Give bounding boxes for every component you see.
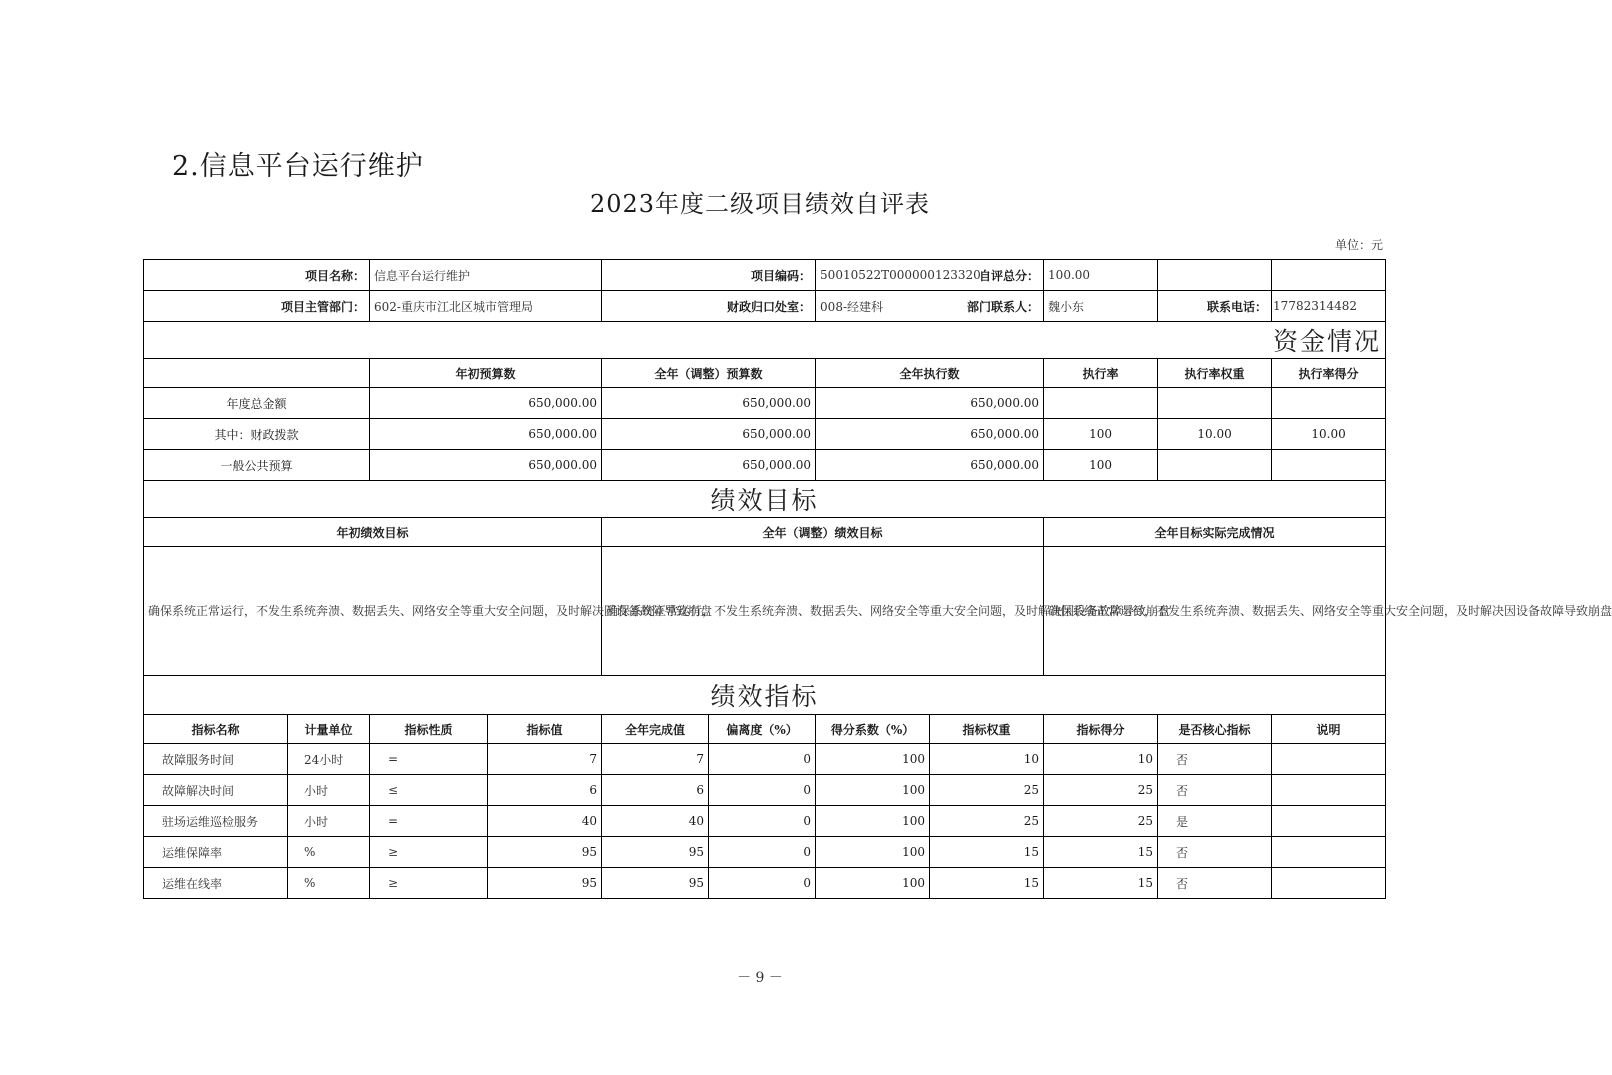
goal-actual-text: 确保系统正常运行，不发生系统奔溃、数据丢失、网络安全等重大安全问题，及时解决因设备故障导致崩盘 <box>1044 547 1386 676</box>
goals-header: 年初绩效目标 <box>144 518 602 547</box>
indicator-weight: 15 <box>930 837 1044 868</box>
funds-adjusted: 650,000.00 <box>602 450 816 481</box>
phone-value: 17782314482 <box>1272 291 1386 322</box>
indicator-note <box>1272 744 1386 775</box>
project-code-label: 项目编码： <box>602 260 816 291</box>
indicator-header: 指标权重 <box>930 715 1044 744</box>
funds-section-title: 资金情况 <box>144 322 1386 359</box>
indicator-deviation: 0 <box>709 775 816 806</box>
indicator-note <box>1272 806 1386 837</box>
funds-header-row <box>144 359 1386 388</box>
indicator-header: 指标名称 <box>144 715 288 744</box>
indicator-note <box>1272 868 1386 899</box>
indicator-row <box>144 837 1386 868</box>
indicator-note <box>1272 837 1386 868</box>
goal-adjusted-text: 确保系统正常运行，不发生系统奔溃、数据丢失、网络安全等重大安全问题，及时解决因设备故障导致崩盘 <box>602 547 1044 676</box>
goals-header-row <box>144 518 1386 547</box>
funds-row <box>144 388 1386 419</box>
empty-cell <box>144 359 370 388</box>
indicator-score: 10 <box>1044 744 1158 775</box>
funds-executed: 650,000.00 <box>816 450 1044 481</box>
goal-initial-text: 确保系统正常运行，不发生系统奔溃、数据丢失、网络安全等重大安全问题，及时解决因设备故障导致崩盘 <box>144 547 602 676</box>
indicator-target: 40 <box>488 806 602 837</box>
funds-header: 执行率权重 <box>1158 359 1272 388</box>
indicator-actual: 40 <box>602 806 709 837</box>
indicator-coef: 100 <box>816 837 930 868</box>
goals-header: 全年（调整）绩效目标 <box>602 518 1044 547</box>
indicator-score: 15 <box>1044 868 1158 899</box>
indicator-core: 否 <box>1158 868 1272 899</box>
funds-header: 全年（调整）预算数 <box>602 359 816 388</box>
indicator-target: 6 <box>488 775 602 806</box>
project-name-value: 信息平台运行维护 <box>370 260 602 291</box>
funds-header: 执行率得分 <box>1272 359 1386 388</box>
indicator-coef: 100 <box>816 744 930 775</box>
info-row-1 <box>144 260 1386 291</box>
indicator-actual: 6 <box>602 775 709 806</box>
indicator-unit: 小时 <box>288 775 370 806</box>
indicator-header: 计量单位 <box>288 715 370 744</box>
office-label: 财政归口处室： <box>602 291 816 322</box>
funds-header: 全年执行数 <box>816 359 1044 388</box>
indicator-header: 全年完成值 <box>602 715 709 744</box>
indicator-name: 驻场运维巡检服务 <box>144 806 288 837</box>
form-title: 2023年度二级项目绩效自评表 <box>589 190 931 218</box>
indicator-target: 95 <box>488 868 602 899</box>
indicator-weight: 25 <box>930 806 1044 837</box>
page-number: － 9 － <box>737 970 783 986</box>
dept-value: 602-重庆市江北区城市管理局 <box>370 291 602 322</box>
contact-value: 魏小东 <box>1044 291 1158 322</box>
indicator-score: 25 <box>1044 806 1158 837</box>
dept-label: 项目主管部门： <box>144 291 370 322</box>
indicator-score: 15 <box>1044 837 1158 868</box>
indicator-header: 是否核心指标 <box>1158 715 1272 744</box>
indicator-unit: 24小时 <box>288 744 370 775</box>
indicator-deviation: 0 <box>709 744 816 775</box>
indicator-core: 否 <box>1158 744 1272 775</box>
project-name-label: 项目名称： <box>144 260 370 291</box>
funds-score <box>1272 450 1386 481</box>
project-code-value: 50010522T000000123320 <box>816 260 930 291</box>
indicator-row <box>144 744 1386 775</box>
indicator-deviation: 0 <box>709 868 816 899</box>
funds-row-label: 年度总金额 <box>144 388 370 419</box>
indicator-row <box>144 868 1386 899</box>
goals-section-row <box>144 481 1386 518</box>
funds-initial: 650,000.00 <box>370 450 602 481</box>
indicator-header: 说明 <box>1272 715 1386 744</box>
indicator-nature: ≥ <box>370 868 488 899</box>
indicator-unit: 小时 <box>288 806 370 837</box>
indicator-coef: 100 <box>816 868 930 899</box>
indicator-actual: 7 <box>602 744 709 775</box>
empty-cell <box>1272 260 1386 291</box>
funds-adjusted: 650,000.00 <box>602 419 816 450</box>
indicators-section-title: 绩效指标 <box>144 676 1386 715</box>
funds-initial: 650,000.00 <box>370 419 602 450</box>
indicator-nature: ≥ <box>370 837 488 868</box>
funds-row-label: 其中：财政拨款 <box>144 419 370 450</box>
indicator-name: 故障服务时间 <box>144 744 288 775</box>
indicator-actual: 95 <box>602 837 709 868</box>
funds-rate: 100 <box>1044 450 1158 481</box>
indicator-deviation: 0 <box>709 806 816 837</box>
empty-cell <box>1158 260 1272 291</box>
indicator-unit: % <box>288 837 370 868</box>
funds-row-label: 一般公共预算 <box>144 450 370 481</box>
indicator-nature: = <box>370 806 488 837</box>
funds-weight <box>1158 388 1272 419</box>
funds-adjusted: 650,000.00 <box>602 388 816 419</box>
indicator-deviation: 0 <box>709 837 816 868</box>
indicator-header: 指标得分 <box>1044 715 1158 744</box>
goals-content-row <box>144 547 1386 676</box>
indicator-name: 故障解决时间 <box>144 775 288 806</box>
funds-header: 年初预算数 <box>370 359 602 388</box>
indicator-target: 95 <box>488 837 602 868</box>
indicator-core: 否 <box>1158 837 1272 868</box>
funds-score <box>1272 388 1386 419</box>
funds-executed: 650,000.00 <box>816 419 1044 450</box>
indicators-header-row <box>144 715 1386 744</box>
contact-label: 部门联系人： <box>930 291 1044 322</box>
indicator-header: 偏离度（%） <box>709 715 816 744</box>
indicator-score: 25 <box>1044 775 1158 806</box>
indicator-header: 指标值 <box>488 715 602 744</box>
indicator-coef: 100 <box>816 775 930 806</box>
funds-header: 执行率 <box>1044 359 1158 388</box>
indicator-row <box>144 775 1386 806</box>
indicator-name: 运维在线率 <box>144 868 288 899</box>
indicator-actual: 95 <box>602 868 709 899</box>
evaluation-table <box>143 259 1612 899</box>
funds-weight: 10.00 <box>1158 419 1272 450</box>
indicator-core: 否 <box>1158 775 1272 806</box>
funds-section-row <box>144 322 1386 359</box>
funds-row <box>144 450 1386 481</box>
unit-label: 单位：元 <box>1334 238 1383 252</box>
funds-executed: 650,000.00 <box>816 388 1044 419</box>
indicator-nature: = <box>370 744 488 775</box>
indicator-core: 是 <box>1158 806 1272 837</box>
self-score-label: 自评总分： <box>930 260 1044 291</box>
indicator-coef: 100 <box>816 806 930 837</box>
self-score-value: 100.00 <box>1044 260 1158 291</box>
indicator-header: 指标性质 <box>370 715 488 744</box>
info-row-2 <box>144 291 1386 322</box>
indicator-row <box>144 806 1386 837</box>
indicator-target: 7 <box>488 744 602 775</box>
indicator-nature: ≤ <box>370 775 488 806</box>
phone-label: 联系电话： <box>1158 291 1272 322</box>
indicator-unit: % <box>288 868 370 899</box>
indicator-weight: 25 <box>930 775 1044 806</box>
funds-score: 10.00 <box>1272 419 1386 450</box>
indicator-note <box>1272 775 1386 806</box>
funds-weight <box>1158 450 1272 481</box>
section-heading: 2.信息平台运行维护 <box>172 151 424 182</box>
goals-header: 全年目标实际完成情况 <box>1044 518 1386 547</box>
indicator-weight: 15 <box>930 868 1044 899</box>
indicator-header: 得分系数（%） <box>816 715 930 744</box>
funds-rate: 100 <box>1044 419 1158 450</box>
funds-rate <box>1044 388 1158 419</box>
indicator-name: 运维保障率 <box>144 837 288 868</box>
funds-row <box>144 419 1386 450</box>
funds-initial: 650,000.00 <box>370 388 602 419</box>
office-value: 008-经建科 <box>816 291 930 322</box>
indicator-weight: 10 <box>930 744 1044 775</box>
indicators-section-row <box>144 676 1386 715</box>
goals-section-title: 绩效目标 <box>144 481 1386 518</box>
